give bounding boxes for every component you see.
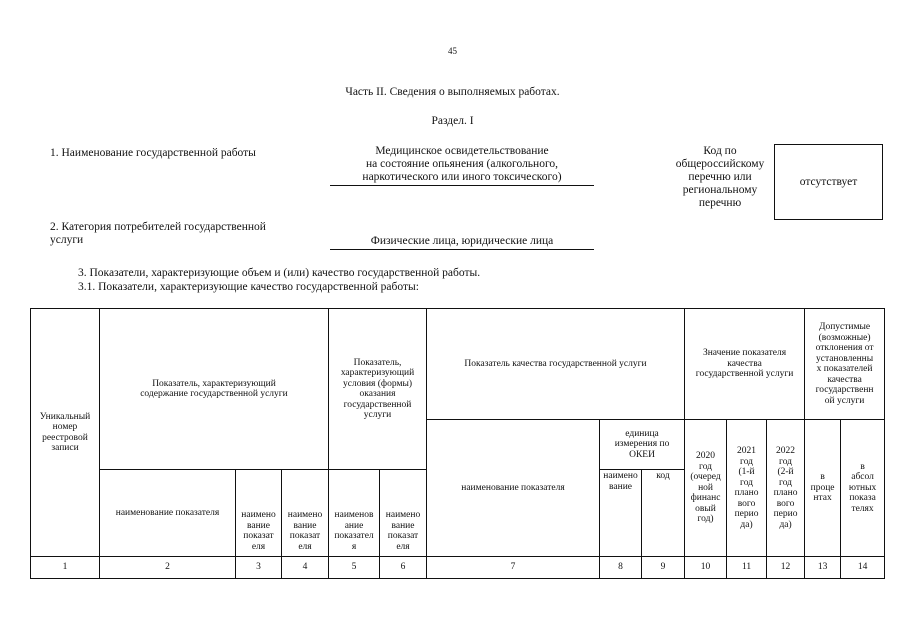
header-quality-group [427, 309, 685, 420]
header-value-group [685, 309, 805, 420]
header-line: код [656, 471, 670, 481]
header-line: Показатель, характеризующий [152, 378, 276, 389]
work-name-line: на состояние опьянения (алкогольного, [365, 158, 559, 170]
quality-indicators-table [30, 308, 885, 579]
header-line: финанс [690, 493, 721, 504]
header-line: да) [740, 519, 753, 530]
header-line: нтах [813, 493, 832, 504]
header-line: вание [609, 481, 632, 492]
code-label-line: перечню или [688, 171, 752, 183]
header-unit-group [600, 420, 685, 470]
quality-heading: 3.1. Показатели, характеризующие качество государственной работы: [78, 281, 419, 293]
header-line: вание [391, 520, 415, 531]
header-unit-code [642, 470, 685, 557]
work-name-line: наркотического или иного токсического) [362, 171, 562, 183]
header-line: (1-й [738, 467, 755, 477]
header-line: (возможные) [818, 332, 871, 343]
header-line: наименов [334, 510, 374, 520]
header-line: показател [334, 531, 374, 541]
consumers-label [50, 221, 266, 247]
header-line: наименование показателя [115, 507, 220, 518]
header-line: записи [51, 443, 79, 453]
header-absolute [841, 420, 885, 557]
header-line: ОКЕИ [629, 449, 655, 460]
header-line: еля [396, 541, 410, 552]
column-number: 10 [685, 557, 727, 579]
column-number: 4 [282, 557, 329, 579]
header-line: наимено [603, 471, 638, 481]
header-line: Допустимые [818, 322, 871, 332]
column-number: 1 [31, 557, 100, 579]
column-number: 13 [805, 557, 841, 579]
consumers-label-line: 2. Категория потребителей государственной [50, 221, 266, 233]
header-line: установленны [815, 353, 874, 364]
header-line: телях [851, 503, 874, 514]
header-line: овый [695, 503, 716, 514]
header-line: номер [52, 422, 78, 432]
header-line: 2020 [696, 451, 716, 462]
header-line: реестровой [42, 432, 88, 443]
header-line: год [699, 461, 713, 472]
header-line: показа [849, 493, 876, 504]
header-line: 2021 [737, 446, 757, 456]
column-number: 3 [236, 557, 282, 579]
header-quality-indicator-name [427, 420, 600, 557]
header-line: год [740, 456, 754, 467]
header-line: год [779, 456, 793, 467]
header-year-2022 [767, 420, 805, 557]
code-label-line: перечню [698, 197, 742, 209]
header-line: х показателей [816, 364, 873, 374]
column-number: 12 [767, 557, 805, 579]
header-percent [805, 420, 841, 557]
header-line: в [820, 472, 825, 483]
header-line: вание [247, 520, 270, 531]
header-line: (очеред [690, 472, 721, 483]
header-line: показат [289, 531, 321, 541]
header-condition-name-2 [380, 470, 427, 557]
column-number: 11 [727, 557, 767, 579]
header-line: год [779, 477, 793, 488]
code-value-box [774, 144, 883, 220]
header-line: условия (формы) [343, 378, 413, 389]
header-line: отклонения от [815, 343, 874, 353]
header-unit-name [600, 470, 642, 557]
section-title: Раздел. I [431, 115, 474, 127]
work-name-label: 1. Наименование государственной работы [50, 147, 256, 159]
header-line: наимено [241, 510, 276, 520]
header-line: качества [727, 358, 762, 369]
header-line: перио [734, 509, 759, 519]
code-label-line: общероссийскому [675, 158, 765, 170]
header-line: единица [625, 428, 659, 439]
header-line: ой услуги [824, 395, 865, 406]
consumers-value: Физические лица, юридические лица [330, 235, 594, 250]
header-line: Уникальный [39, 411, 91, 422]
header-line: ание [344, 520, 364, 531]
header-line: характеризующий [340, 368, 415, 378]
header-line: ной [698, 482, 713, 493]
header-line: вого [737, 498, 756, 509]
header-line: 2022 [776, 446, 796, 456]
header-line: абсол [851, 472, 874, 483]
header-line: (2-й [777, 467, 794, 477]
header-content-group [100, 309, 329, 470]
header-line: год) [697, 514, 714, 525]
header-line: я [351, 541, 357, 552]
header-indicator-name-wide [100, 470, 236, 557]
column-number: 5 [329, 557, 380, 579]
header-line: плано [734, 488, 759, 498]
header-unique-number [31, 309, 100, 557]
header-line: перио [773, 509, 798, 519]
header-line: качества [827, 374, 862, 385]
header-line: содержание государственной услуги [140, 389, 288, 399]
header-year-2020 [685, 420, 727, 557]
header-line: Значение показателя [702, 348, 787, 359]
header-line: вого [776, 498, 795, 509]
work-name-line: Медицинское освидетельствование [375, 145, 549, 157]
header-line: услуги [363, 410, 392, 420]
code-label-line: Код по [703, 145, 737, 157]
code-label [660, 145, 780, 210]
header-line: наименование показателя [461, 482, 565, 493]
column-number: 9 [642, 557, 685, 579]
header-conditions-group [329, 309, 427, 470]
part-title: Часть II. Сведения о выполняемых работах. [345, 86, 560, 98]
indicators-heading: 3. Показатели, характеризующие объем и (или) качество государственной работы. [78, 267, 481, 279]
header-line: вание [293, 520, 317, 531]
header-line: государственн [815, 385, 874, 395]
code-label-line: региональному [682, 184, 758, 196]
header-line: плано [773, 488, 798, 498]
header-line: Показатель качества государственной услуги [464, 358, 647, 369]
header-line: показат [387, 531, 419, 541]
header-deviation-group [805, 309, 885, 420]
column-number: 7 [427, 557, 600, 579]
column-number: 14 [841, 557, 885, 579]
column-number: 8 [600, 557, 642, 579]
header-line: государственной услуги [695, 369, 794, 380]
header-line: еля [251, 541, 266, 552]
header-line: да) [779, 519, 792, 530]
header-line: Показатель, [353, 357, 402, 368]
header-line: измерения по [614, 439, 670, 450]
header-condition-name-1 [329, 470, 380, 557]
column-number: 2 [100, 557, 236, 579]
header-line: государственной [343, 399, 412, 410]
header-line: оказания [359, 389, 396, 399]
header-line: проце [810, 482, 835, 493]
header-indicator-name-short-2 [282, 470, 329, 557]
header-line: наимено [385, 510, 421, 520]
header-line: ютных [848, 482, 877, 493]
work-name-value [330, 145, 594, 186]
header-line: еля [298, 541, 312, 552]
column-number: 6 [380, 557, 427, 579]
code-value: отсутствует [799, 176, 858, 188]
header-line: показат [243, 531, 274, 541]
header-year-2021 [727, 420, 767, 557]
header-line: год [740, 477, 754, 488]
consumers-label-line: услуги [50, 234, 84, 246]
page-number: 45 [448, 46, 457, 56]
header-line: наимено [287, 510, 323, 520]
header-line: в [860, 461, 865, 472]
column-numbers-row [31, 557, 885, 579]
header-indicator-name-short [236, 470, 282, 557]
